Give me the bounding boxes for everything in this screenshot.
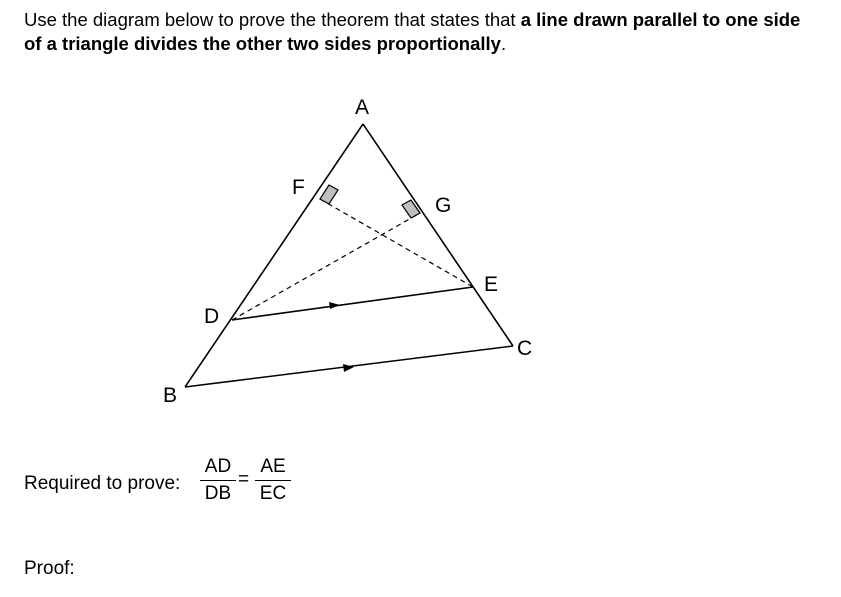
parallel-arrow-de <box>329 302 340 309</box>
right-angle-marker-f <box>320 185 338 204</box>
parallel-arrow-bc <box>343 364 354 372</box>
question-intro: Use the diagram below to prove the theorem that states that <box>24 9 521 30</box>
required-to-prove-label: Required to prove: <box>24 473 181 494</box>
segment-de <box>232 287 473 320</box>
dashed-dg <box>232 213 420 320</box>
label-f: F <box>292 176 305 199</box>
question-end: . <box>500 33 507 54</box>
side-ab <box>185 124 363 387</box>
side-ac <box>363 124 513 346</box>
label-b: B <box>163 384 178 407</box>
denominator-ec: EC <box>259 483 287 504</box>
numerator-ae: AE <box>260 456 286 477</box>
label-c: C <box>517 337 533 360</box>
fraction-ad-db <box>200 456 236 505</box>
denominator-db: DB <box>204 483 232 504</box>
numerator-ad: AD <box>204 456 232 477</box>
fraction-bar-left <box>200 480 236 481</box>
fraction-ae-ec <box>255 456 291 505</box>
fraction-bar-right <box>255 480 291 481</box>
proof-label: Proof: <box>24 558 75 579</box>
right-angle-marker-g <box>402 200 420 218</box>
theorem-statement: a line drawn parallel to one side of a triangle divides the other two sides proportionally <box>24 9 801 54</box>
label-d: D <box>204 305 220 328</box>
label-e: E <box>484 273 499 296</box>
label-a: A <box>355 96 370 119</box>
label-g: G <box>435 194 452 217</box>
required-equation <box>200 456 310 512</box>
equals-sign: = <box>238 469 250 490</box>
